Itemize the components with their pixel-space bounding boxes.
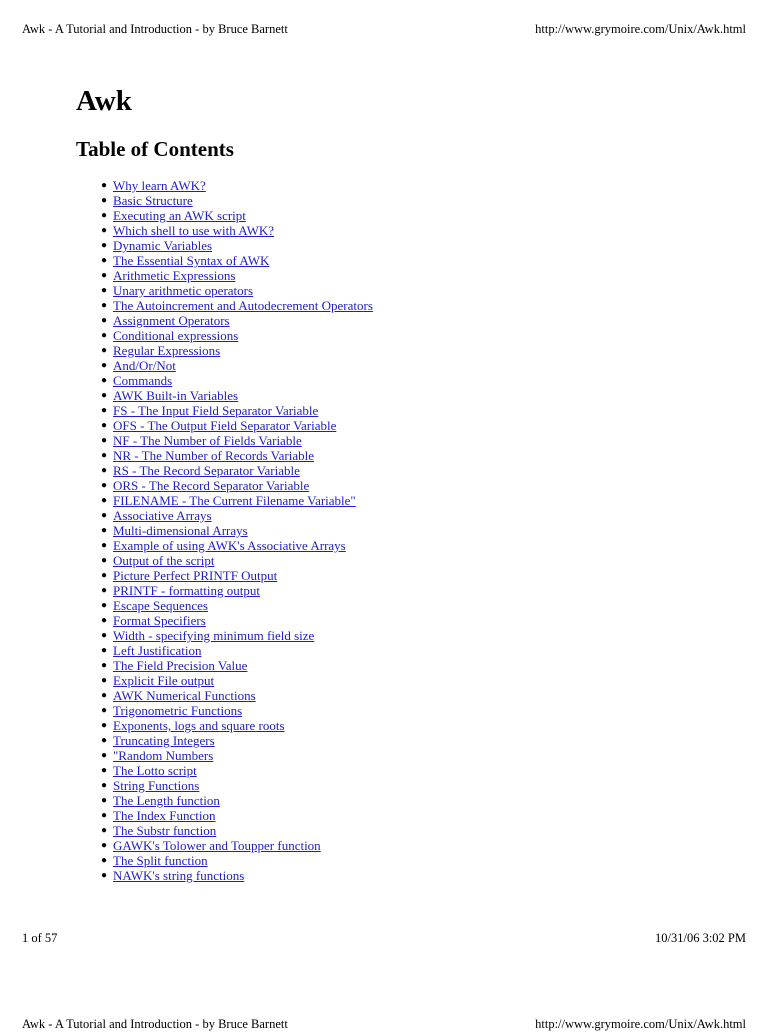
- toc-item: [101, 373, 373, 388]
- toc-link[interactable]: Conditional expressions: [113, 328, 239, 343]
- toc-link[interactable]: Dynamic Variables: [113, 238, 213, 253]
- toc-item: [101, 688, 373, 703]
- toc-item: [101, 253, 373, 268]
- bullet-icon: ●: [101, 525, 108, 536]
- print-datetime: 10/31/06 3:02 PM: [655, 931, 746, 945]
- toc-item: [101, 208, 373, 223]
- bullet-icon: ●: [101, 315, 108, 326]
- bullet-icon: ●: [101, 690, 108, 701]
- bullet-icon: ●: [101, 825, 108, 836]
- bullet-icon: ●: [101, 795, 108, 806]
- table-of-contents: [76, 178, 373, 883]
- page-title: Awk: [76, 85, 132, 117]
- bullet-icon: ●: [101, 615, 108, 626]
- toc-item: [101, 418, 373, 433]
- print-footer: [22, 930, 746, 946]
- toc-item: [101, 718, 373, 733]
- toc-item: [101, 838, 373, 853]
- toc-link[interactable]: Left Justification: [113, 643, 202, 658]
- print-header-url: http://www.grymoire.com/Unix/Awk.html: [535, 22, 746, 36]
- toc-item: [101, 313, 373, 328]
- toc-item: [101, 523, 373, 538]
- toc-item: [101, 538, 373, 553]
- toc-item: [101, 643, 373, 658]
- toc-item: [101, 658, 373, 673]
- toc-item: [101, 598, 373, 613]
- toc-item: [101, 463, 373, 478]
- toc-item: [101, 268, 373, 283]
- toc-link[interactable]: Escape Sequences: [113, 598, 208, 613]
- bullet-icon: ●: [101, 465, 108, 476]
- toc-item: [101, 508, 373, 523]
- bullet-icon: ●: [101, 195, 108, 206]
- bullet-icon: ●: [101, 420, 108, 431]
- bullet-icon: ●: [101, 240, 108, 251]
- toc-item: [101, 433, 373, 448]
- bullet-icon: ●: [101, 540, 108, 551]
- toc-item: [101, 448, 373, 463]
- bullet-icon: ●: [101, 660, 108, 671]
- toc-link[interactable]: The Field Precision Value: [113, 658, 248, 673]
- bullet-icon: ●: [101, 210, 108, 221]
- toc-link[interactable]: Why learn AWK?: [113, 178, 206, 193]
- toc-link[interactable]: Unary arithmetic operators: [113, 283, 254, 298]
- bullet-icon: ●: [101, 750, 108, 761]
- toc-item: [101, 478, 373, 493]
- toc-link[interactable]: Assignment Operators: [113, 313, 230, 328]
- bullet-icon: ●: [101, 300, 108, 311]
- bullet-icon: ●: [101, 405, 108, 416]
- toc-link[interactable]: Truncating Integers: [113, 733, 215, 748]
- toc-link[interactable]: Arithmetic Expressions: [113, 268, 236, 283]
- bullet-icon: ●: [101, 870, 108, 881]
- toc-link[interactable]: GAWK's Tolower and Toupper function: [113, 838, 321, 853]
- toc-item: [101, 853, 373, 868]
- print-header: [22, 21, 746, 37]
- toc-item: [101, 763, 373, 778]
- toc-link[interactable]: AWK Built-in Variables: [113, 388, 239, 403]
- toc-item: [101, 868, 373, 883]
- toc-link[interactable]: AWK Numerical Functions: [113, 688, 256, 703]
- toc-link[interactable]: OFS - The Output Field Separator Variable: [113, 418, 337, 433]
- bullet-icon: ●: [101, 780, 108, 791]
- toc-item: [101, 388, 373, 403]
- next-page-header-title: Awk - A Tutorial and Introduction - by Bruce Barnett: [22, 1017, 288, 1031]
- bullet-icon: ●: [101, 495, 108, 506]
- toc-item: [101, 403, 373, 418]
- toc-link[interactable]: Associative Arrays: [113, 508, 212, 523]
- next-page-header-url: http://www.grymoire.com/Unix/Awk.html: [535, 1017, 746, 1031]
- toc-link[interactable]: Width - specifying minimum field size: [113, 628, 315, 643]
- toc-link[interactable]: PRINTF - formatting output: [113, 583, 260, 598]
- toc-link[interactable]: Commands: [113, 373, 173, 388]
- toc-item: [101, 793, 373, 808]
- toc-link[interactable]: Basic Structure: [113, 193, 193, 208]
- toc-item: [101, 343, 373, 358]
- bullet-icon: ●: [101, 705, 108, 716]
- toc-link[interactable]: The Essential Syntax of AWK: [113, 253, 270, 268]
- bullet-icon: ●: [101, 600, 108, 611]
- toc-link[interactable]: Trigonometric Functions: [113, 703, 243, 718]
- bullet-icon: ●: [101, 375, 108, 386]
- toc-link[interactable]: RS - The Record Separator Variable: [113, 463, 300, 478]
- toc-link[interactable]: FS - The Input Field Separator Variable: [113, 403, 319, 418]
- bullet-icon: ●: [101, 675, 108, 686]
- bullet-icon: ●: [101, 330, 108, 341]
- bullet-icon: ●: [101, 345, 108, 356]
- toc-link[interactable]: FILENAME - The Current Filename Variable": [113, 493, 356, 508]
- toc-item: [101, 298, 373, 313]
- bullet-icon: ●: [101, 555, 108, 566]
- toc-link[interactable]: And/Or/Not: [113, 358, 176, 373]
- toc-item: [101, 733, 373, 748]
- toc-link[interactable]: The Autoincrement and Autodecrement Operators: [113, 298, 373, 313]
- toc-link[interactable]: The Substr function: [113, 823, 217, 838]
- toc-item: [101, 553, 373, 568]
- bullet-icon: ●: [101, 255, 108, 266]
- bullet-icon: ●: [101, 630, 108, 641]
- bullet-icon: ●: [101, 450, 108, 461]
- toc-link[interactable]: Picture Perfect PRINTF Output: [113, 568, 278, 583]
- toc-link[interactable]: The Index Function: [113, 808, 216, 823]
- bullet-icon: ●: [101, 270, 108, 281]
- bullet-icon: ●: [101, 810, 108, 821]
- toc-link[interactable]: Multi-dimensional Arrays: [113, 523, 248, 538]
- bullet-icon: ●: [101, 285, 108, 296]
- toc-link[interactable]: Format Specifiers: [113, 613, 206, 628]
- bullet-icon: ●: [101, 435, 108, 446]
- toc-item: [101, 178, 373, 193]
- toc-item: [101, 568, 373, 583]
- toc-link[interactable]: Explicit File output: [113, 673, 215, 688]
- toc-link[interactable]: String Functions: [113, 778, 200, 793]
- bullet-icon: ●: [101, 765, 108, 776]
- toc-link[interactable]: Executing an AWK script: [113, 208, 246, 223]
- next-page-header: [22, 1016, 746, 1032]
- toc-link[interactable]: The Split function: [113, 853, 208, 868]
- bullet-icon: ●: [101, 360, 108, 371]
- toc-item: [101, 193, 373, 208]
- toc-item: [101, 823, 373, 838]
- toc-item: [101, 238, 373, 253]
- bullet-icon: ●: [101, 840, 108, 851]
- toc-item: [101, 328, 373, 343]
- toc-link[interactable]: Which shell to use with AWK?: [113, 223, 275, 238]
- toc-item: [101, 628, 373, 643]
- toc-item: [101, 493, 373, 508]
- toc-item: [101, 283, 373, 298]
- toc-link[interactable]: Regular Expressions: [113, 343, 221, 358]
- toc-item: [101, 748, 373, 763]
- toc-item: [101, 358, 373, 373]
- toc-link[interactable]: "Random Numbers: [113, 748, 214, 763]
- toc-item: [101, 778, 373, 793]
- toc-link[interactable]: The Length function: [113, 793, 220, 808]
- toc-item: [101, 583, 373, 598]
- bullet-icon: ●: [101, 480, 108, 491]
- bullet-icon: ●: [101, 735, 108, 746]
- bullet-icon: ●: [101, 855, 108, 866]
- toc-link[interactable]: NR - The Number of Records Variable: [113, 448, 314, 463]
- bullet-icon: ●: [101, 225, 108, 236]
- toc-item: [101, 613, 373, 628]
- toc-link[interactable]: ORS - The Record Separator Variable: [113, 478, 310, 493]
- toc-link[interactable]: Example of using AWK's Associative Arrays: [113, 538, 346, 553]
- bullet-icon: ●: [101, 645, 108, 656]
- bullet-icon: ●: [101, 720, 108, 731]
- toc-link[interactable]: The Lotto script: [113, 763, 197, 778]
- toc-heading: Table of Contents: [76, 137, 234, 161]
- toc-item: [101, 808, 373, 823]
- toc-item: [101, 223, 373, 238]
- toc-item: [101, 703, 373, 718]
- toc-link[interactable]: Output of the script: [113, 553, 215, 568]
- print-header-title: Awk - A Tutorial and Introduction - by Bruce Barnett: [22, 22, 288, 36]
- toc-link[interactable]: Exponents, logs and square roots: [113, 718, 285, 733]
- toc-link[interactable]: NF - The Number of Fields Variable: [113, 433, 302, 448]
- bullet-icon: ●: [101, 180, 108, 191]
- bullet-icon: ●: [101, 510, 108, 521]
- page-number: 1 of 57: [22, 931, 58, 945]
- toc-link[interactable]: NAWK's string functions: [113, 868, 245, 883]
- bullet-icon: ●: [101, 570, 108, 581]
- bullet-icon: ●: [101, 585, 108, 596]
- bullet-icon: ●: [101, 390, 108, 401]
- toc-item: [101, 673, 373, 688]
